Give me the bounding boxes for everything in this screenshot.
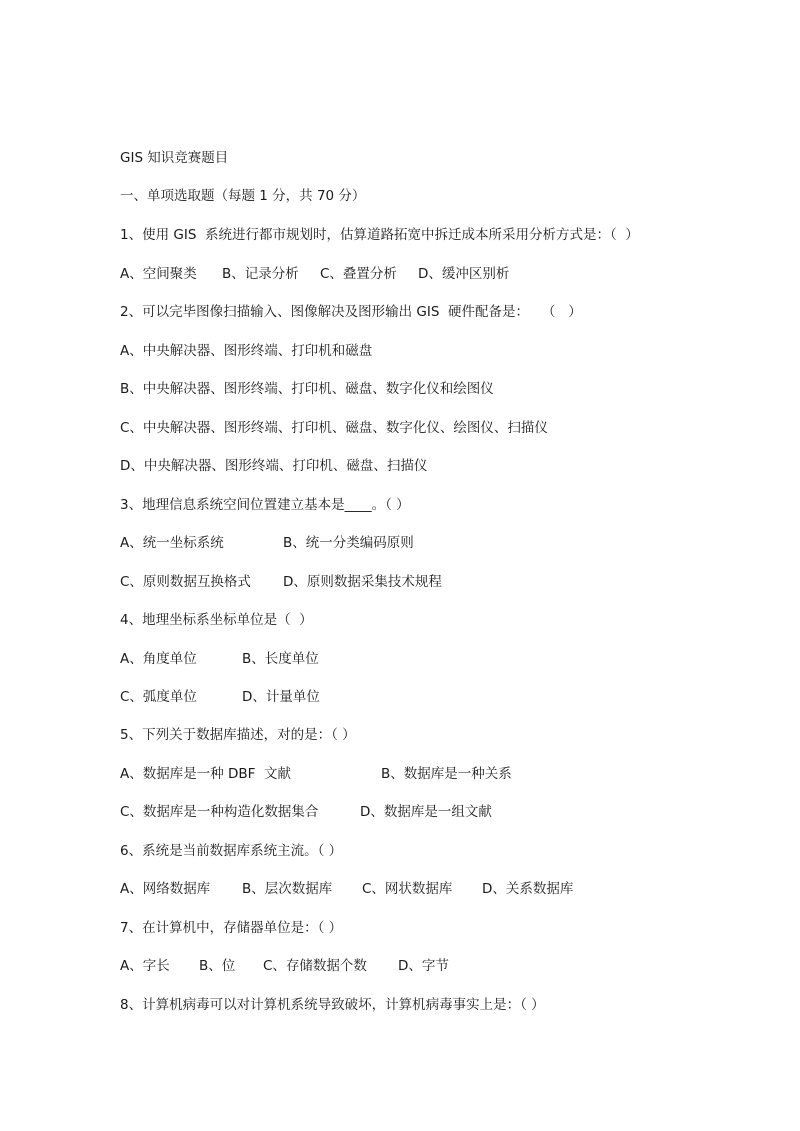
question-6-options (120, 877, 574, 901)
question-5-options-row-1 (120, 762, 512, 786)
question-5-option-d: D、数据库是一组文献 (360, 804, 492, 820)
question-4-stem: 4、地理坐标系坐标单位是（ ） (120, 612, 313, 628)
question-2-option-c: C、中央解决器、图形终端、打印机、磁盘、数字化仪、绘图仪、扫描仪 (120, 420, 548, 436)
question-3-stem: 3、地理信息系统空间位置建立基本是____。（ ） (120, 497, 410, 513)
question-3-options-row-2 (120, 570, 442, 594)
question-1-stem: 1、使用 GIS 系统进行都市规划时，估算道路拓宽中拆迁成本所采用分析方式是：（ ） (120, 227, 639, 243)
question-5-options-row-2 (120, 800, 492, 824)
question-5-option-a: A、数据库是一种 DBF 文献 (120, 766, 292, 782)
question-5-stem: 5、下列关于数据库描述，对的是：（ ） (120, 727, 356, 743)
question-6-option-b: B、层次数据库 (242, 881, 333, 897)
question-3-option-a: A、统一坐标系统 (120, 535, 224, 551)
question-7-option-c: C、存储数据个数 (263, 958, 367, 974)
question-1-option-b: B、记录分析 (222, 266, 299, 282)
question-2-option-b: B、中央解决器、图形终端、打印机、磁盘、数字化仪和绘图仪 (120, 381, 494, 397)
question-3-options-row-1 (120, 531, 414, 555)
question-4-option-c: C、弧度单位 (120, 689, 197, 705)
question-4-options-row-2 (120, 685, 320, 709)
question-7-options (120, 954, 449, 978)
question-7-option-a: A、字长 (120, 958, 170, 974)
question-6-option-d: D、关系数据库 (482, 881, 574, 897)
document-title: GIS 知识竞赛题目 (120, 150, 229, 166)
question-1-option-d: D、缓冲区别析 (418, 266, 510, 282)
question-7-option-b: B、位 (199, 958, 236, 974)
question-3-option-b: B、统一分类编码原则 (283, 535, 414, 551)
question-1-option-c: C、叠置分析 (320, 266, 397, 282)
section-heading: 一、单项选取题（每题 1 分，共 70 分） (120, 188, 366, 204)
question-6-option-a: A、网络数据库 (120, 881, 211, 897)
question-6-stem: 6、系统是当前数据库系统主流。（ ） (120, 843, 343, 859)
question-4-options-row-1 (120, 647, 319, 671)
question-5-option-b: B、数据库是一种关系 (381, 766, 512, 782)
question-1-option-a: A、空间聚类 (120, 266, 197, 282)
question-4-option-a: A、角度单位 (120, 651, 197, 667)
question-2-stem: 2、可以完毕图像扫描输入、图像解决及图形输出 GIS 硬件配备是： （ ） (120, 304, 582, 320)
question-8-stem: 8、计算机病毒可以对计算机系统导致破坏，计算机病毒事实上是：（ ） (120, 997, 545, 1013)
question-6-option-c: C、网状数据库 (362, 881, 453, 897)
question-7-stem: 7、在计算机中，存储器单位是：（ ） (120, 920, 343, 936)
question-2-option-a: A、中央解决器、图形终端、打印机和磁盘 (120, 343, 373, 359)
question-5-option-c: C、数据库是一种构造化数据集合 (120, 804, 319, 820)
question-3-option-d: D、原则数据采集技术规程 (283, 574, 442, 590)
question-4-option-b: B、长度单位 (242, 651, 319, 667)
question-4-option-d: D、计量单位 (242, 689, 320, 705)
question-2-option-d: D、中央解决器、图形终端、打印机、磁盘、扫描仪 (120, 458, 428, 474)
question-1-options (120, 262, 510, 286)
question-3-option-c: C、原则数据互换格式 (120, 574, 251, 590)
question-7-option-d: D、字节 (398, 958, 449, 974)
